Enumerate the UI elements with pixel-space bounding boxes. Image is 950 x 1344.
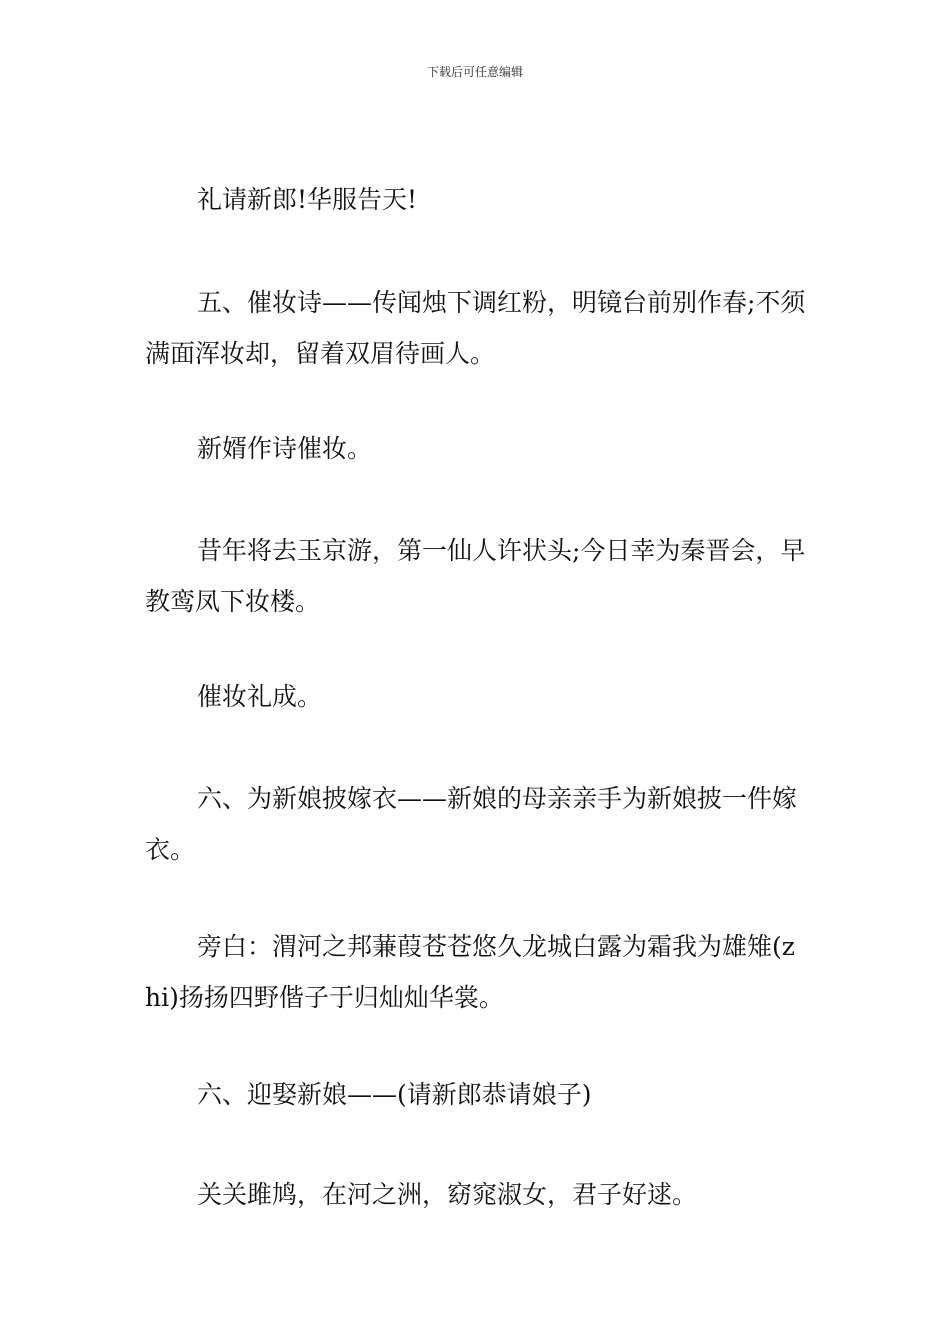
- paragraph-2: 五、催妆诗——传闻烛下调红粉，明镜台前别作春;不须满面浑妆却，留着双眉待画人。: [145, 288, 806, 368]
- page-header: 下载后可任意编辑: [426, 65, 523, 79]
- paragraph-3: 新婿作诗催妆。: [197, 434, 373, 463]
- paragraph-8: 六、迎娶新娘——(请新郎恭请娘子): [197, 1080, 592, 1109]
- paragraph-9: 关关雎鸠，在河之洲，窈窕淑女，君子好逑。: [197, 1180, 698, 1209]
- paragraph-4: 昔年将去玉京游，第一仙人许状头;今日幸为秦晋会，早教鸾凤下妆楼。: [145, 536, 806, 616]
- paragraph-7: 旁白：渭河之邦蒹葭苍苍悠久龙城白露为霜我为雄雉(zhi)扬扬四野偕子于归灿灿华裳。: [145, 932, 795, 1012]
- paragraph-1: 礼请新郎!华服告天!: [197, 185, 418, 214]
- paragraph-6: 六、为新娘披嫁衣——新娘的母亲亲手为新娘披一件嫁衣。: [145, 784, 798, 864]
- paragraph-5: 催妆礼成。: [197, 682, 323, 711]
